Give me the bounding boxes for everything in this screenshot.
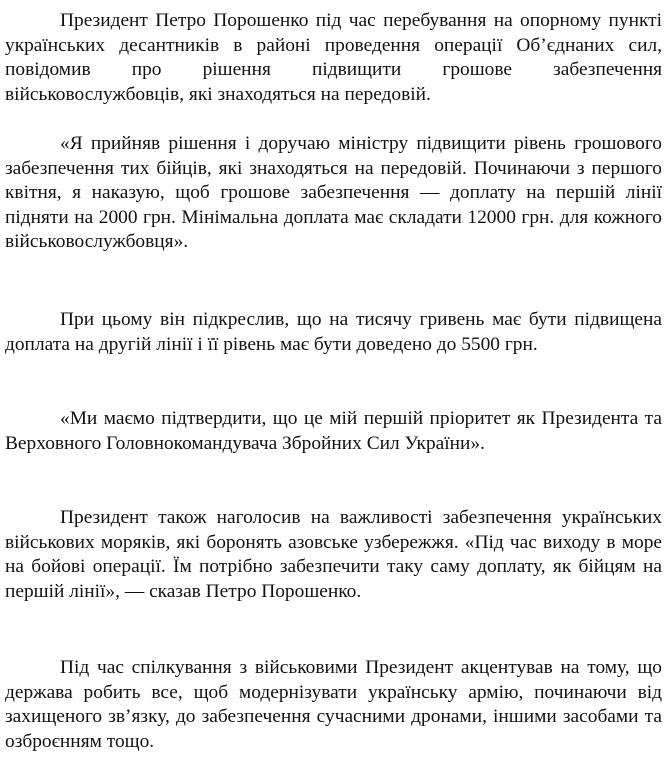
paragraph-5: Президент також наголосив на важливості забезпечення українських військових моряків, які боронять азовське узбережжя. «Під час виходу в море на бойові операції. Їм потрібно забезпечити таку саму доплату, як бійцям на першій лінії», — сказав Петро Порошенко.	[5, 507, 662, 602]
paragraph-1: Президент Петро Порошенко під час перебування на опорному пункті українських десантників в районі проведення операції Об’єднаних сил, повідомив про рішення підвищити грошове забезпечення військовослужбовців, які знаходяться на передовій.	[5, 10, 662, 105]
paragraph-6: Під час спілкування з військовими Президент акцентував на тому, що держава робить все, щоб модернізувати українську армію, починаючи від захищеного зв’язку, до забезпечення сучасними дронами, іншими засобами та озброєнням тощо.	[5, 657, 662, 752]
document-page	[5, 0, 662, 764]
paragraph-3: При цьому він підкреслив, що на тисячу гривень має бути підвищена доплата на другій лінії і її рівень має бути доведено до 5500 грн.	[5, 309, 662, 355]
paragraph-4: «Ми маємо підтвердити, що це мій першій пріоритет як Президента та Верховного Головнокомандувача Збройних Сил України».	[5, 408, 662, 454]
paragraph-2: «Я прийняв рішення і доручаю міністру підвищити рівень грошового забезпечення тих бійців, які знаходяться на передовій. Починаючи з першого квітня, я наказую, щоб грошове забезпечення — доплату на першій лінії підняти на 2000 грн. Мінімальна доплата має складати 12000 грн. для кожного військовослужбовця».	[5, 133, 662, 252]
